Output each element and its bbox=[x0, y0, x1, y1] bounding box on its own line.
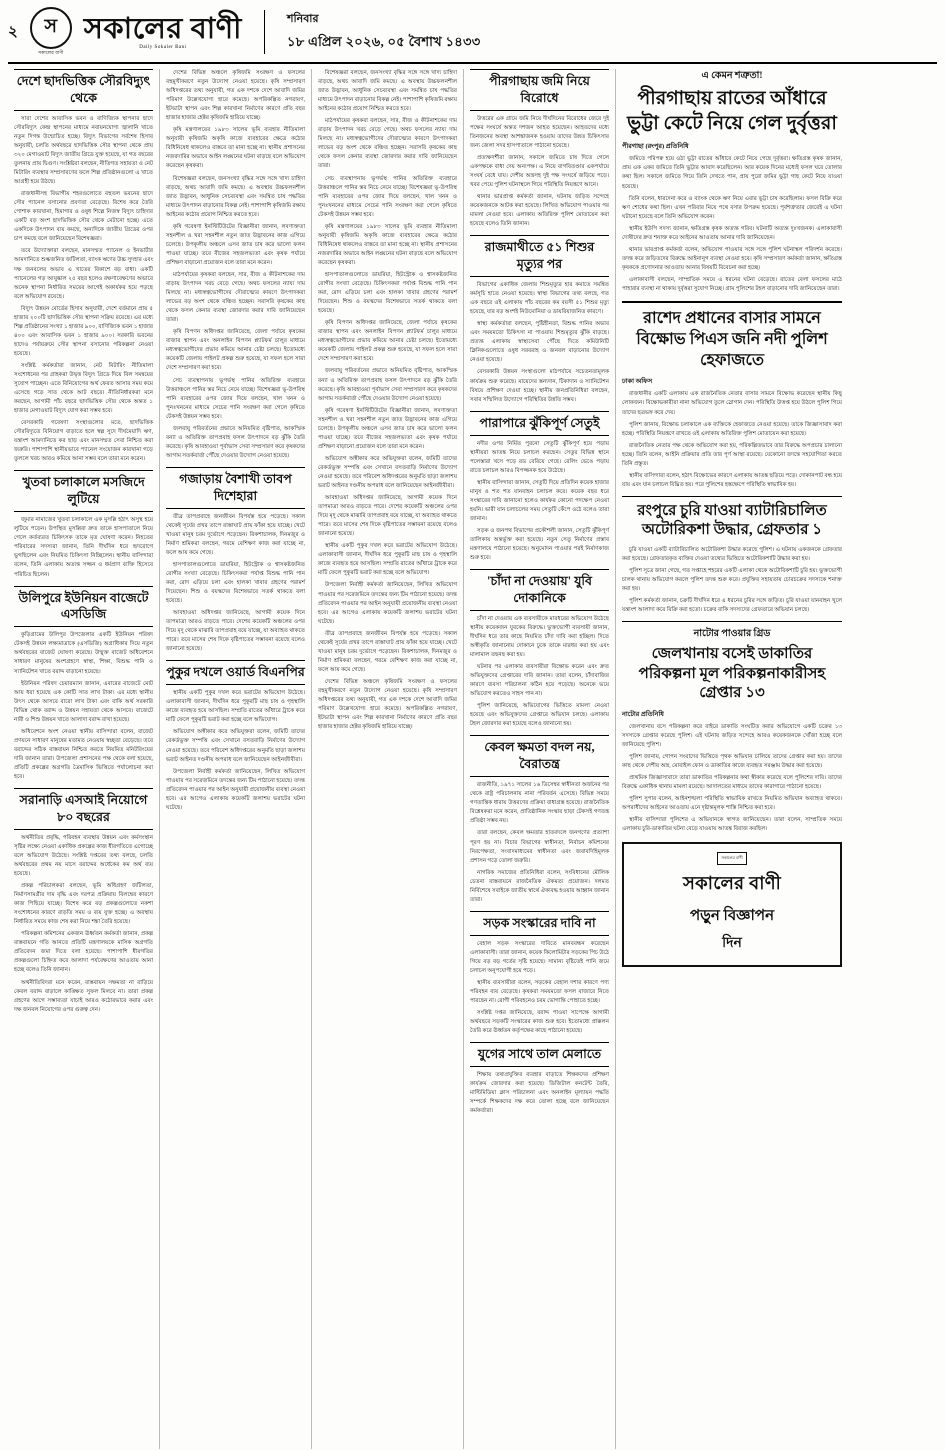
paragraph: কুড়িগ্রামের উলিপুর উপজেলার একটি ইউনিয়ন পরিষদ টেকসই উন্নয়ন লক্ষ্যমাত্রাকে (এসডিজি) অগ্রাধিকার দিয়ে নতুন অর্থবছরের বাজেট ঘোষণা করেছে। উন্মুক্ত বাজেট অধিবেশনে সাধারণ মানুষের অংশগ্রহণে স্বাস্থ্য, শিক্ষা, বিশুদ্ধ পানি ও স্যানিটেশন খাতে বরাদ্দ বাড়ানো হয়েছে। bbox=[14, 632, 153, 675]
paragraph: কৃষি বিপণন অধিদপ্তর জানিয়েছে, জেলা পর্যায়ে কৃষকের বাজার স্থাপন এবং অনলাইন বিপণন প্ল্যাটফর্ম চালুর মাধ্যমে মধ্যস্বত্বভোগীদের প্রভাব কমিয়ে আনার চেষ্টা চলছে। ইতোমধ্যে কয়েকটি জেলায় পাইলট প্রকল্প শুরু হয়েছে, যা সফল হলে সারা দেশে সম্প্রসারণ করা হবে। bbox=[166, 329, 305, 372]
headline-si-recruitment: সরানাড়ি এসআই নিয়োগে ৮০ বছরের bbox=[14, 788, 153, 830]
paragraph: শিক্ষায় তথ্যপ্রযুক্তির ব্যবহার বাড়াতে শিক্ষকদের প্রশিক্ষণ কার্যক্রম জোরদার করা হয়েছে। ডিজিটাল কনটেন্ট তৈরি, মাল্টিমিডিয়া ক্লাস পরিচালনা এবং অনলাইন মূল্যায়ন পদ্ধতি সম্পর্কে শিক্ষকদের দক্ষ করে তোলা হচ্ছে বলে জানিয়েছেন কর্মকর্তারা। bbox=[470, 1072, 609, 1115]
divider bbox=[622, 496, 842, 497]
headline-keep-pace: যুগের সাথে তাল মেলাতে bbox=[470, 1042, 609, 1067]
paragraph: স্থানীয় ইউপি সদস্য জানান, ক্ষতিগ্রস্ত কৃষক অত্যন্ত গরিব। ঘটনাটি অত্যন্ত দুঃখজনক। এলাকাবাসী দোষীদের দ্রুত শনাক্ত করে আইনের আওতায় আনার দাবি জানিয়েছেন। bbox=[622, 225, 842, 241]
paragraph: পুলিশ জানায়, গোপন সংবাদের ভিত্তিতে পৃথক অভিযান চালিয়ে তাদের গ্রেপ্তার করা হয়। তাদের কাছ থেকে দেশীয় অস্ত্র, মোবাইল ফোন ও ডাকাতির কাজে ব্যবহৃত সরঞ্জাম উদ্ধার করা হয়েছে। bbox=[622, 753, 842, 769]
paragraph: এলাকাবাসী বলছেন, সাম্প্রতিক সময়ে এ ধরনের ঘটনা বেড়েছে। রাতের বেলা ফসলের মাঠে পাহারার ব্যবস্থা না থাকায় দুর্বৃত্তরা সুযোগ নিচ্ছে। গ্রাম পুলিশের টহল বাড়ানোর দাবি জানিয়েছেন তারা। bbox=[622, 276, 842, 292]
paragraph: কৃষি গবেষণা ইনস্টিটিউটের বিজ্ঞানীরা জানান, লবণাক্ততা সহনশীল ও খরা সহনশীল নতুন জাত উদ্ভাবনের কাজ এগিয়ে চলেছে। উপকূলীয় অঞ্চলে এসব জাত চাষ করে ভালো ফলন পাওয়া যাচ্ছে। তবে বীজের সহজলভ্যতা এবং কৃষক পর্যায়ে প্রশিক্ষণ বাড়ানো প্রয়োজন বলে তারা মনে করেন। bbox=[318, 407, 457, 450]
paragraph: রাজধানীসহ বিভাগীয় শহরগুলোতে বহুতল ভবনের ছাদে সৌর প্যানেল বসানোর প্রবণতা বেড়েছে। বিশেষ করে তৈরি পোশাক কারখানা, হিমাগার ও ওষুধ শিল্পে নিজস্ব বিদ্যুৎ চাহিদার একটি বড় অংশ ছাদভিত্তিক সৌর থেকে মেটানো হচ্ছে। এতে একদিকে উৎপাদন ব্যয় কমছে, অন্যদিকে জাতীয় গ্রিডের ওপর চাপ কমছে বলে জানিয়েছেন বিশেষজ্ঞরা। bbox=[14, 191, 153, 243]
headline-power-change: কেবল ক্ষমতা বদল নয়, বৈরাতন্ত্র bbox=[470, 735, 609, 777]
paragraph: বিশেষজ্ঞরা বলছেন, জনসংখ্যা বৃদ্ধির সঙ্গে সঙ্গে খাদ্য চাহিদা বাড়ছে, অথচ আবাদি জমি কমছে। এ অবস্থায় উচ্চফলনশীল জাত উদ্ভাবন, আধুনিক সেচব্যবস্থা এবং সমন্বিত চাষ পদ্ধতির মাধ্যমে উৎপাদন বাড়ানোর বিকল্প নেই। পাশাপাশি কৃষিজমি রক্ষায় আইনের কঠোর প্রয়োগ নিশ্চিত করতে হবে। bbox=[318, 70, 457, 113]
article-heatwave bbox=[166, 513, 305, 655]
paragraph: আবহাওয়া অধিদপ্তর জানিয়েছে, আগামী কয়েক দিনে তাপমাত্রা আরও বাড়তে পারে। দেশের কয়েকটি অঞ্চলের ওপর দিয়ে মৃদু থেকে মাঝারি তাপপ্রবাহ বয়ে যাচ্ছে, যা অব্যাহত থাকতে পারে। তবে মাসের শেষ দিকে বৃষ্টিপাতের সম্ভাবনা রয়েছে বলেও জানানো হয়েছে। bbox=[318, 495, 457, 538]
paragraph: পুলিশ কর্মকর্তা জানান, চক্রটি দীর্ঘদিন ধরে এ ধরনের চুরির সঙ্গে জড়িত। চুরি যাওয়া যানবাহন খুলে যন্ত্রাংশ আলাদা করে বিক্রি করা হতো। চক্রের বাকি সদস্যদের গ্রেফতারে অভিযান চলছে। bbox=[622, 598, 842, 614]
paragraph: মাঠপর্যায়ের কৃষকরা বলছেন, সার, বীজ ও কীটনাশকের দাম বাড়ায় উৎপাদন খরচ বেড়ে গেছে। অথচ ফসলের ন্যায্য দাম মিলছে না। মধ্যস্বত্বভোগীদের দৌরাত্ম্যের কারণে উৎপাদকরা লাভের বড় অংশ থেকে বঞ্চিত হচ্ছেন। সরাসরি কৃষকের কাছ থেকে ফসল কেনার ব্যবস্থা জোরদার করার দাবি জানিয়েছেন তারা। bbox=[318, 118, 457, 170]
paragraph: দেশের বিভিন্ন অঞ্চলে কৃষিজমি সংরক্ষণ ও ফসলের বহুমুখীকরণে নতুন উদ্যোগ নেওয়া হয়েছে। কৃষি সম্প্রসারণ অধিদপ্তরের তথ্য অনুযায়ী, গত এক দশকে দেশে আবাদি জমির পরিমাণ উল্লেখযোগ্য হারে কমেছে। অপরিকল্পিত নগরায়ণ, ইটভাটা স্থাপন এবং শিল্প কারখানা নির্মাণের কারণে প্রতি বছর হাজার হাজার হেক্টর কৃষিজমি হারিয়ে যাচ্ছে। bbox=[318, 678, 457, 731]
headline-pond-grab: পুকুর দখলে ওয়ার্ড বিএনপির bbox=[166, 660, 305, 685]
paragraph: স্থানীয় একটি পুকুর দখল করে ভরাটের অভিযোগ উঠেছে। এলাকাবাসী জানান, দীর্ঘদিন ধরে পুকুরটি মাছ চাষ ও গৃহস্থালি কাজে ব্যবহৃত হয়ে আসছিল। সম্প্রতি রাতের আঁধারে ট্রাকে করে মাটি ফেলে পুকুরটি ভরাট করা হচ্ছে বলে অভিযোগ। bbox=[166, 690, 305, 724]
paragraph: থানার ভারপ্রাপ্ত কর্মকর্তা বলেন, অভিযোগ পাওয়ার সঙ্গে সঙ্গে পুলিশ ঘটনাস্থল পরিদর্শন করেছে। তদন্ত করে জড়িতদের বিরুদ্ধে আইনানুগ ব্যবস্থা নেওয়া হবে। কৃষি সম্প্রসারণ কর্মকর্তা জানান, ক্ষতিগ্রস্ত কৃষককে প্রণোদনার আওতায় আনার বিষয়টি বিবেচনা করা হচ্ছে। bbox=[622, 246, 842, 271]
paragraph: থানার ভারপ্রাপ্ত কর্মকর্তা জানান, ঘটনায় জড়িত সন্দেহে কয়েকজনকে আটক করা হয়েছে। লিখিত অভিযোগ পাওয়ার পর মামলা নেওয়া হবে। এলাকায় অতিরিক্ত পুলিশ মোতায়েন করা হয়েছে বলেও তিনি জানান। bbox=[470, 194, 609, 228]
article-si-recruitment bbox=[14, 834, 153, 1015]
headline-protest-ps-jony: রাশেদ প্রধানের বাসার সামনে বিক্ষোভ পিএস জনি নদী পুলিশ হেফাজতে bbox=[636, 310, 828, 369]
paragraph: চাঁদা না দেওয়ায় এক ব্যবসায়ীকে মারধরের অভিযোগ উঠেছে স্থানীয় কয়েকজন যুবকের বিরুদ্ধে। ভুক্তভোগী ব্যবসায়ী জানান, দীর্ঘদিন ধরে তার কাছে নিয়মিত চাঁদা দাবি করা হচ্ছিল। দিতে অস্বীকৃতি জানানোয় দোকানে ঢুকে তাকে মারধর করা হয় এবং মালামাল তছনছ করা হয়। bbox=[470, 615, 609, 659]
article-farmland-continued bbox=[166, 69, 305, 461]
masthead-date bbox=[264, 10, 937, 54]
masthead-subtitle: Daily Sokaler Bani bbox=[139, 44, 187, 50]
paragraph: স্থানীয় বাসিন্দারা পুলিশের এ অভিযানকে স্বাগত জানিয়েছেন। তারা বলেন, সাম্প্রতিক সময়ে এলাকায় চুরি-ডাকাতির ঘটনা বেড়ে যাওয়ায় আতঙ্ক বিরাজ করছিল। bbox=[622, 817, 842, 833]
paragraph: জুমার নামাজের খুতবা চলাকালে এক মুসল্লি হঠাৎ অসুস্থ হয়ে লুটিয়ে পড়েন। উপস্থিত মুসল্লিরা দ্রুত তাকে হাসপাতালে নিয়ে গেলে কর্তব্যরত চিকিৎসক তাকে মৃত ঘোষণা করেন। নিহতের পরিবারের সদস্যরা জানান, তিনি দীর্ঘদিন ধরে হৃদরোগে ভুগছিলেন এবং নিয়মিত চিকিৎসা নিচ্ছিলেন। স্থানীয় বাসিন্দারা বলেন, তিনি এলাকায় অত্যন্ত সজ্জন ও ধর্মপ্রাণ ব্যক্তি হিসেবে পরিচিত ছিলেন। bbox=[14, 517, 153, 578]
ad-logo-icon: সকালের বাণী bbox=[717, 852, 747, 865]
paragraph: প্রাথমিক জিজ্ঞাসাবাদে তারা ডাকাতির পরিকল্পনার কথা স্বীকার করেছে বলে পুলিশের দাবি। তাদের বিরুদ্ধে একাধিক থানায় মামলা রয়েছে। আদালতের মাধ্যমে তাদের কারাগারে পাঠানো হয়েছে। bbox=[622, 774, 842, 790]
paragraph: পুলিশ জানিয়েছে, অভিযোগের ভিত্তিতে মামলা নেওয়া হয়েছে এবং অভিযুক্তদের গ্রেপ্তারে অভিযান চলছে। এলাকায় টহল জোরদার করা হয়েছে বলেও জানানো হয়। bbox=[470, 703, 609, 728]
logo-glyph: স bbox=[30, 7, 72, 49]
paragraph: কৃষি গবেষণা ইনস্টিটিউটের বিজ্ঞানীরা জানান, লবণাক্ততা সহনশীল ও খরা সহনশীল নতুন জাত উদ্ভাবনের কাজ এগিয়ে চলেছে। উপকূলীয় অঞ্চলে এসব জাত চাষ করে ভালো ফলন পাওয়া যাচ্ছে। তবে বীজের সহজলভ্যতা এবং কৃষক পর্যায়ে প্রশিক্ষণ বাড়ানো প্রয়োজন বলে তারা মনে করেন। bbox=[166, 223, 305, 266]
advertisement-box[interactable] bbox=[622, 842, 842, 967]
kicker-shotruta: এ কেমন শত্রুতা! bbox=[701, 71, 763, 81]
paragraph: উত্তরের এক গ্রামে জমি নিয়ে দীর্ঘদিনের বিরোধের জেরে দুই পক্ষের সংঘর্ষে অন্তত দশজন আহত হয়েছেন। আহতদের মধ্যে তিনজনের অবস্থা আশঙ্কাজনক হওয়ায় তাদের উন্নত চিকিৎসার জন্য জেলা সদর হাসপাতালে পাঠানো হয়েছে। bbox=[470, 115, 609, 149]
paragraph: পরিকল্পনা কমিশনের একজন ঊর্ধ্বতন কর্মকর্তা জানান, প্রকল্প বাস্তবায়নে গতি আনতে প্রতিটি মন্ত্রণালয়কে মাসিক অগ্রগতি প্রতিবেদন জমা দিতে বলা হয়েছে। পাশাপাশি ধীরগতির প্রকল্পগুলো চিহ্নিত করে আলাদা পর্যবেক্ষণের আওতায় আনা হচ্ছে বলেও তিনি জানান। bbox=[14, 931, 153, 974]
paragraph: অর্থনীতির প্রবৃদ্ধি, পরিবহন ব্যবস্থার উন্নয়ন এবং কর্মসংস্থান সৃষ্টির লক্ষ্যে নেওয়া একাধিক প্রকল্পের কাজ ধীরগতিতে এগোচ্ছে বলে অভিযোগ উঠেছে। সংশ্লিষ্ট দপ্তরের তথ্য বলছে, চলতি অর্থবছরের প্রথম নয় মাসে বরাদ্দের অর্ধেকের কম অর্থ ব্যয় হয়েছে। bbox=[14, 834, 153, 877]
paragraph: সেচ ব্যবস্থাপনায় ভূগর্ভস্থ পানির অতিরিক্ত ব্যবহারে উত্তরাঞ্চলে পানির স্তর নিচে নেমে যাচ্ছে। বিশেষজ্ঞরা ভূ-উপরিস্থ পানি ব্যবহারের ওপর জোর দিয়ে বলছেন, খাল খনন ও পুনঃখননের মাধ্যমে সেচের পানি সংরক্ষণ করা গেলে কৃষিতে টেকসই উন্নয়ন সম্ভব হবে। bbox=[318, 175, 457, 218]
paragraph: চুরি যাওয়া একটি ব্যাটারিচালিত অটোরিকশা উদ্ধার করেছে পুলিশ। এ ঘটনায় একজনকে গ্রেফতার করা হয়েছে। গ্রেফতারকৃত ব্যক্তির দেওয়া তথ্যের ভিত্তিতে অটোরিকশাটি উদ্ধার করা হয়। bbox=[622, 546, 842, 562]
column-3 bbox=[312, 69, 464, 1449]
paragraph: নাগরিক সমাজের প্রতিনিধিরা বলেন, সংবিধানের মৌলিক চেতনা বাস্তবায়নে রাজনৈতিক ঐকমত্য প্রয়োজন। দলমত নির্বিশেষে সবাইকে জাতীয় স্বার্থে ঐক্যবদ্ধ হওয়ার আহ্বান জানান তারা। bbox=[470, 869, 609, 903]
article-rooftop-solar bbox=[14, 115, 153, 465]
paragraph: পুলিশ জানায়, বিক্ষোভ চলাকালে এক ব্যক্তিকে হেফাজতে নেওয়া হয়েছে। তাকে জিজ্ঞাসাবাদ করা হচ্ছে। পরিস্থিতি নিয়ন্ত্রণে রাখতে ওই এলাকায় অতিরিক্ত পুলিশ মোতায়েন করা হয়েছে। bbox=[622, 421, 842, 437]
column-4 bbox=[464, 69, 616, 1449]
paragraph: উপজেলা নির্বাহী কর্মকর্তা জানিয়েছেন, লিখিত অভিযোগ পাওয়ার পর সরেজমিনে তদন্তের জন্য টিম পাঠানো হয়েছে। তদন্ত প্রতিবেদন পাওয়ার পর আইন অনুযায়ী প্রয়োজনীয় ব্যবস্থা নেওয়া হবে। এর আগেও এলাকায় কয়েকটি জলাশয় ভরাটের ঘটনা ঘটেছে। bbox=[318, 582, 457, 625]
paragraph: তারা বলছেন, কেবল ক্ষমতার হাতবদলে জনগণের প্রত্যাশা পূরণ হয় না। বিচার বিভাগের স্বাধীনতা, নির্বাচন কমিশনের নিরপেক্ষতা, সংবাদমাধ্যমের স্বাধীনতা এবং জবাবদিহিমূলক প্রশাসন গড়ে তোলা জরুরি। bbox=[470, 830, 609, 864]
paragraph: প্রকল্প পরিচালকরা বলছেন, ভূমি অধিগ্রহণ জটিলতা, নির্মাণসামগ্রীর দাম বৃদ্ধি এবং দরপত্র প্রক্রিয়ায় বিলম্বের কারণে কাজ পিছিয়ে যাচ্ছে। বিশেষ করে বড় প্রকল্পগুলোতে নকশা সংশোধনের কারণে বাড়তি সময় ও ব্যয় যুক্ত হচ্ছে। এ অবস্থায় নির্ধারিত সময়ে কাজ শেষ করা নিয়ে শঙ্কা তৈরি হয়েছে। bbox=[14, 883, 153, 926]
headline-risky-bridge: পারাপারে ঝুঁকিপূর্ণ সেতুই bbox=[470, 411, 609, 436]
paragraph: তবে উদ্যোক্তারা বলছেন, মানসম্মত প্যানেল ও ইনভার্টার আমদানিতে শুল্কজনিত জটিলতা, ব্যাংক ঋণের উচ্চ সুদহার এবং দক্ষ জনবলের অভাব এ খাতের বিকাশে বড় বাধা। একটি প্যানেলের গড় আয়ুষ্কাল ২৫ বছর হলেও রক্ষণাবেক্ষণের অভাবে অনেক স্থাপনা নির্ধারিত সময়ের আগেই অকার্যকর হয়ে পড়ছে বলে অভিযোগ রয়েছে। bbox=[14, 248, 153, 300]
paragraph: রাজনৈতিক নেতার পক্ষ থেকে অভিযোগ করা হয়, পরিকল্পিতভাবে তার বিরুদ্ধে অপপ্রচার চালানো হচ্ছে। তিনি বলেন, আইনি প্রক্রিয়ার প্রতি তার পূর্ণ আস্থা রয়েছে। যেকোনো তদন্তে সহযোগিতা করতে তিনি প্রস্তুত। bbox=[622, 442, 842, 467]
byline-pirgacha: পীরগাছা (রংপুর) প্রতিনিধি bbox=[622, 143, 689, 151]
masthead-title-wrap bbox=[80, 12, 258, 50]
article-risky-bridge bbox=[470, 440, 609, 564]
paragraph: স্থানীয় বাসিন্দারা বলেন, হঠাৎ বিক্ষোভের কারণে এলাকায় আতঙ্ক ছড়িয়ে পড়ে। দোকানপাট বন্ধ হয়ে যায় এবং যান চলাচল বিঘ্নিত হয়। পরে পুলিশের হস্তক্ষেপে পরিস্থিতি স্বাভাবিক হয়। bbox=[622, 472, 842, 488]
column-1 bbox=[8, 69, 160, 1449]
paragraph: ইউনিয়ন পরিষদ চেয়ারম্যান জানান, এবারের বাজেটে মোট আয় ধরা হয়েছে এক কোটি সাত লাখ টাকা। এর মধ্যে স্থানীয় উৎস থেকে আসবে বারো লাখ টাকা এবং বাকি অর্থ সরকারি বিভিন্ন থোক বরাদ্দ ও উন্নয়ন সহায়তা থেকে আসবে। বাজেটে নারী ও শিশু উন্নয়ন খাতে আলাদা বরাদ্দ রাখা হয়েছে। bbox=[14, 680, 153, 723]
paragraph: স্বাস্থ্য কর্মকর্তারা বলছেন, পুষ্টিহীনতা, বিশুদ্ধ পানির অভাব এবং সময়মতো চিকিৎসা না পাওয়ায় শিশুমৃত্যুর ঝুঁকি বাড়ছে। প্রত্যন্ত এলাকায় স্বাস্থ্যসেবা পৌঁছে দিতে কমিউনিটি ক্লিনিকগুলোতে ওষুধ সরবরাহ ও জনবল বাড়ানোর উদ্যোগ নেওয়া হয়েছে। bbox=[470, 321, 609, 364]
ad-title: সকালের বাণী bbox=[682, 873, 782, 894]
article-filler-left bbox=[318, 69, 457, 732]
article-road-repair bbox=[470, 940, 609, 1036]
paragraph: নদীর ওপর নির্মিত পুরনো সেতুটি ঝুঁকিপূর্ণ হয়ে পড়ায় স্থানীয়রা আতঙ্ক নিয়ে চলাচল করছেন। সেতুর বিভিন্ন স্থানে পলেস্তারা খসে পড়ে রড বেরিয়ে গেছে। রেলিং ভেঙে পড়ায় রাতে চলাচল আরও বিপজ্জনক হয়ে উঠেছে। bbox=[470, 440, 609, 474]
headline-child-deaths: রাজমাথীতে ৫১ শিশুর মৃত্যুর পর bbox=[470, 235, 609, 277]
paragraph: স্থানীয় একটি পুকুর দখল করে ভরাটের অভিযোগ উঠেছে। এলাকাবাসী জানান, দীর্ঘদিন ধরে পুকুরটি মাছ চাষ ও গৃহস্থালি কাজে ব্যবহৃত হয়ে আসছিল। সম্প্রতি রাতের আঁধারে ট্রাকে করে মাটি ফেলে পুকুরটি ভরাট করা হচ্ছে বলে অভিযোগ। bbox=[318, 543, 457, 577]
paragraph: সারা দেশের আবাসিক ভবন ও বাণিজ্যিক স্থাপনার ছাদে সৌরবিদ্যুৎ কেন্দ্র স্থাপনের মাধ্যমে নবায়নযোগ্য জ্বালানি খাতে নতুন দিগন্ত উন্মোচিত হচ্ছে। বিদ্যুৎ বিভাগের সর্বশেষ হিসাব অনুযায়ী, চলতি অর্থবছরে ছাদভিত্তিক সৌর স্থাপনা থেকে প্রায় ৩২০ মেগাওয়াট বিদ্যুৎ জাতীয় গ্রিডে যুক্ত হয়েছে, যা গত বছরের তুলনায় প্রায় দ্বিগুণ। সংশ্লিষ্টরা বলছেন, নীতিগত সহায়তা ও নেট মিটারিং ব্যবস্থার সম্প্রসারণের ফলে শিল্প প্রতিষ্ঠানগুলো এ খাতে আগ্রহী হয়ে উঠছে। bbox=[14, 115, 153, 186]
columns-grid bbox=[8, 69, 937, 1449]
paragraph: সেচ ব্যবস্থাপনায় ভূগর্ভস্থ পানির অতিরিক্ত ব্যবহারে উত্তরাঞ্চলে পানির স্তর নিচে নেমে যাচ্ছে। বিশেষজ্ঞরা ভূ-উপরিস্থ পানি ব্যবহারের ওপর জোর দিয়ে বলছেন, খাল খনন ও পুনঃখননের মাধ্যমে সেচের পানি সংরক্ষণ করা গেলে কৃষিতে টেকসই উন্নয়ন সম্ভব হবে। bbox=[166, 377, 305, 420]
article-autorickshaw-recovery bbox=[622, 546, 842, 615]
article-land-dispute bbox=[470, 115, 609, 230]
paragraph: বিভাগের একাধিক জেলায় শিশুমৃত্যুর হার কমাতে সমন্বিত কর্মসূচি হাতে নেওয়া হয়েছে। স্বাস্থ্য বিভাগের তথ্য বলছে, গত এক বছরে ওই এলাকায় পাঁচ বছরের কম বয়সী ৫১ শিশুর মৃত্যু হয়েছে, যার বড় অংশই নিউমোনিয়া ও ডায়রিয়াজনিত কারণে। bbox=[470, 282, 609, 316]
paragraph: অর্থনীতিবিদরা মনে করেন, বাস্তবায়ন সক্ষমতা না বাড়িয়ে কেবল বরাদ্দ বাড়ালে কাঙ্ক্ষিত সুফল মিলবে না। তারা প্রকল্প গ্রহণের আগে সম্ভাব্যতা যাচাই আরও কঠোরভাবে করার এবং দক্ষ জনবল নিয়োগের ওপর গুরুত্ব দেন। bbox=[14, 979, 153, 1013]
paragraph: বেহাল সড়ক সংস্কারের দাবিতে মানববন্ধন করেছেন এলাকাবাসী। তারা জানান, কয়েক কিলোমিটার সড়কের পিচ উঠে গিয়ে বড় বড় গর্তের সৃষ্টি হয়েছে। সামান্য বৃষ্টিতেই পানি জমে চলাচল অনুপযোগী হয়ে পড়ে। bbox=[470, 940, 609, 974]
divider bbox=[622, 621, 842, 622]
date-day: শনিবার bbox=[286, 13, 319, 25]
newspaper-logo bbox=[22, 6, 80, 58]
paragraph: ঘটনার পর এলাকার ব্যবসায়ীরা বিক্ষোভ করেন এবং দ্রুত অভিযুক্তদের গ্রেপ্তারের দাবি জানান। তারা বলেন, চাঁদাবাজির কারণে ব্যবসা পরিচালনা কঠিন হয়ে পড়েছে। অনেকে ভয়ে অভিযোগ করতেও সাহস পান না। bbox=[470, 664, 609, 698]
paragraph: অধিবেশনে অংশ নেওয়া স্থানীয় বাসিন্দারা বলেন, বাজেট প্রণয়নে সাধারণ মানুষের মতামত নেওয়ায় স্বচ্ছতা বেড়েছে। তবে বরাদ্দের সঠিক বাস্তবায়ন নিশ্চিত করতে নিয়মিত মনিটরিংয়ের দাবি জানান তারা। উপজেলা প্রশাসনের পক্ষ থেকে বলা হয়েছে, প্রতিটি প্রকল্পের অগ্রগতি ত্রৈমাসিক ভিত্তিতে পর্যালোচনা করা হবে। bbox=[14, 728, 153, 781]
paragraph: সংশ্লিষ্ট কর্মকর্তারা জানান, নেট মিটারিং নীতিমালা সংশোধনের পর গ্রাহকরা উদ্বৃত্ত বিদ্যুৎ গ্রিডে দিয়ে বিল সমন্বয়ের সুযোগ পাচ্ছেন। এতে বিনিয়োগের অর্থ ফেরত আসার সময় কমে এসেছে গড়ে সাত থেকে আট বছরে। নীতিনির্ধারকরা মনে করছেন, আগামী পাঁচ বছরে ছাদভিত্তিক সৌর থেকে অন্তত ১ হাজার মেগাওয়াট বিদ্যুৎ যোগ করা সম্ভব হবে। bbox=[14, 362, 153, 415]
masthead bbox=[8, 6, 937, 64]
paragraph: সড়ক ও জনপথ বিভাগের প্রকৌশলী জানান, সেতুটি ঝুঁকিপূর্ণ তালিকায় অন্তর্ভুক্ত করা হয়েছে। নতুন সেতু নির্মাণের প্রস্তাব মন্ত্রণালয়ে পাঠানো হয়েছে। অনুমোদন পাওয়ার পরই নির্মাণকাজ শুরু হবে। bbox=[470, 527, 609, 562]
paragraph: জলবায়ু পরিবর্তনের প্রভাবে অনিয়মিত বৃষ্টিপাত, আকস্মিক বন্যা ও অতিরিক্ত তাপপ্রবাহ ফসল উৎপাদনে বড় ঝুঁকি তৈরি করেছে। কৃষি আবহাওয়া পূর্বাভাস সেবা সম্প্রসারণ করে কৃষকদের আগাম সতর্কবার্তা পৌঁছে দেওয়ার উদ্যোগ নেওয়া হয়েছে। bbox=[166, 425, 305, 459]
paragraph: বিশেষজ্ঞরা বলছেন, জনসংখ্যা বৃদ্ধির সঙ্গে সঙ্গে খাদ্য চাহিদা বাড়ছে, অথচ আবাদি জমি কমছে। এ অবস্থায় উচ্চফলনশীল জাত উদ্ভাবন, আধুনিক সেচব্যবস্থা এবং সমন্বিত চাষ পদ্ধতির মাধ্যমে উৎপাদন বাড়ানোর বিকল্প নেই। পাশাপাশি কৃষিজমি রক্ষায় আইনের কঠোর প্রয়োগ নিশ্চিত করতে হবে। bbox=[166, 175, 305, 218]
paragraph: দেশের বিভিন্ন অঞ্চলে কৃষিজমি সংরক্ষণ ও ফসলের বহুমুখীকরণে নতুন উদ্যোগ নেওয়া হয়েছে। কৃষি সম্প্রসারণ অধিদপ্তরের তথ্য অনুযায়ী, গত এক দশকে দেশে আবাদি জমির পরিমাণ উল্লেখযোগ্য হারে কমেছে। অপরিকল্পিত নগরায়ণ, ইটভাটা স্থাপন এবং শিল্প কারখানা নির্মাণের কারণে প্রতি বছর হাজার হাজার হেক্টর কৃষিজমি হারিয়ে যাচ্ছে। bbox=[166, 70, 305, 122]
article-power-change bbox=[470, 781, 609, 905]
paragraph: পুলিশ সুপার বলেন, আইনশৃঙ্খলা পরিস্থিতি স্বাভাবিক রাখতে নিয়মিত অভিযান অব্যাহত থাকবে। অপরাধীদের আইনের আওতায় এনে দৃষ্টান্তমূলক শাস্তি নিশ্চিত করা হবে। bbox=[622, 796, 842, 812]
article-extortion-shopkeeper bbox=[470, 615, 609, 730]
paragraph: কৃষি বিপণন অধিদপ্তর জানিয়েছে, জেলা পর্যায়ে কৃষকের বাজার স্থাপন এবং অনলাইন বিপণন প্ল্যাটফর্ম চালুর মাধ্যমে মধ্যস্বত্বভোগীদের প্রভাব কমিয়ে আনার চেষ্টা চলছে। ইতোমধ্যে কয়েকটি জেলায় পাইলট প্রকল্প শুরু হয়েছে, যা সফল হলে সারা দেশে সম্প্রসারণ করা হবে। bbox=[318, 320, 457, 363]
byline-natore: নাটোর প্রতিনিধি bbox=[622, 710, 664, 718]
headline-mosque-khutba: খুতবা চলাকালে মসজিদে লুটিয়ে bbox=[14, 470, 153, 512]
article-jail-robbery-plan bbox=[622, 723, 842, 835]
paragraph: জেলখানায় বসে পরিকল্পনা করে বাইরে ডাকাতি সংঘটিত করার অভিযোগে একটি চক্রের ১৩ সদস্যকে গ্রেপ্তার করেছে পুলিশ। এই ঘটনায় জড়িত সন্দেহে আরও কয়েকজনকে খোঁজা হচ্ছে বলে জানিয়েছে পুলিশ। bbox=[622, 723, 842, 748]
article-maize-theft bbox=[622, 155, 842, 294]
paragraph: তীব্র তাপপ্রবাহে জনজীবন বিপর্যস্ত হয়ে পড়েছে। সকাল থেকেই সূর্যের প্রখর তাপে রাস্তাঘাট প্রায় ফাঁকা হয়ে যাচ্ছে। খেটে খাওয়া মানুষ চরম দুর্ভোগে পড়েছেন। রিকশাচালক, দিনমজুর ও নির্মাণ শ্রমিকরা বলছেন, গরমে বেশিক্ষণ কাজ করা যাচ্ছে না, ফলে আয় কমে গেছে। bbox=[166, 513, 305, 556]
paragraph: রাজধানীর একটি এলাকায় এক রাজনৈতিক নেতার বাসার সামনে বিক্ষোভ করেছেন স্থানীয় কিছু লোকজন। বিক্ষোভকারীরা নানা অভিযোগ তুলে স্লোগান দেন। পরিস্থিতি উত্তপ্ত হয়ে উঠলে পুলিশ গিয়ে তাদের ছত্রভঙ্গ করে দেয়। bbox=[622, 391, 842, 416]
paragraph: সংশ্লিষ্ট দপ্তর জানিয়েছে, বরাদ্দ পাওয়া সাপেক্ষে আগামী অর্থবছরে সড়কটি সংস্কারের কাজ শুরু হবে। ইতোমধ্যে প্রাক্কলন তৈরি করে ঊর্ধ্বতন কর্তৃপক্ষের কাছে পাঠানো হয়েছে। bbox=[470, 1010, 609, 1035]
page-title: সকালের বাণী bbox=[83, 12, 242, 45]
paragraph: জলবায়ু পরিবর্তনের প্রভাবে অনিয়মিত বৃষ্টিপাত, আকস্মিক বন্যা ও অতিরিক্ত তাপপ্রবাহ ফসল উৎপাদনে বড় ঝুঁকি তৈরি করেছে। কৃষি আবহাওয়া পূর্বাভাস সেবা সম্প্রসারণ করে কৃষকদের আগাম সতর্কবার্তা পৌঁছে দেওয়ার উদ্যোগ নেওয়া হয়েছে। bbox=[318, 368, 457, 402]
paragraph: আবহাওয়া অধিদপ্তর জানিয়েছে, আগামী কয়েক দিনে তাপমাত্রা আরও বাড়তে পারে। দেশের কয়েকটি অঞ্চলের ওপর দিয়ে মৃদু থেকে মাঝারি তাপপ্রবাহ বয়ে যাচ্ছে, যা অব্যাহত থাকতে পারে। তবে মাসের শেষ দিকে বৃষ্টিপাতের সম্ভাবনা রয়েছে বলেও জানানো হয়েছে। bbox=[166, 610, 305, 653]
paragraph: বেসরকারি গবেষণা সংস্থাগুলোর মতে, ছাদভিত্তিক সৌরবিদ্যুতে বিনিয়োগ বাড়াতে হলে স্বল্প সুদে দীর্ঘমেয়াদি ঋণ, যন্ত্রাংশ আমদানিতে কর ছাড় এবং মানসম্মত সেবা নিশ্চিত করা জরুরি। পাশাপাশি স্থানীয়ভাবে প্যানেল সংযোজন কারখানা গড়ে তুললে খরচ আরও কমিয়ে আনা সম্ভব বলে তারা মনে করেন। bbox=[14, 420, 153, 463]
paragraph: জমিতে পরিপক্ব হয়ে ওঠা ভুট্টা রাতের আঁধারে কেটে নিয়ে গেছে দুর্বৃত্তরা। ক্ষতিগ্রস্ত কৃষক জানান, প্রায় এক একর জমিতে তিনি ভুট্টার আবাদ করেছিলেন। আর কয়েক দিনের মধ্যেই ফসল ঘরে তোলার কথা ছিল। সকালে জমিতে গিয়ে তিনি দেখতে পান, প্রায় পুরো জমির ভুট্টা গাছ কেটে নিয়ে যাওয়া হয়েছে। bbox=[622, 156, 842, 190]
headline-land-dispute: পীরগাছায় জমি নিয়ে বিরোধে bbox=[470, 69, 609, 111]
paragraph: স্থানীয় বাসিন্দারা জানান, সেতুটি দিয়ে প্রতিদিন কয়েক হাজার মানুষ ও শত শত যানবাহন চলাচল করে। কয়েক বছর ধরে সংস্কারের দাবি জানানো হলেও কার্যকর কোনো পদক্ষেপ নেওয়া হয়নি। ভারী যান চলাচলের সময় সেতুটি কেঁপে ওঠে বলেও তারা জানান। bbox=[470, 479, 609, 522]
column-2 bbox=[160, 69, 312, 1449]
article-child-deaths bbox=[470, 281, 609, 405]
article-mosque-khutba bbox=[14, 516, 153, 579]
article-ulipur-sdg-budget bbox=[14, 631, 153, 782]
paragraph: কৃষি মন্ত্রণালয়ের ১৯৮৩ সালের ভূমি ব্যবহার নীতিমালা অনুযায়ী কৃষিজমি অকৃষি কাজে ব্যবহারের ক্ষেত্রে কঠোর বিধিনিষেধ থাকলেও বাস্তবে তা মানা হচ্ছে না। স্থানীয় প্রশাসনের নজরদারির অভাবে আইন লঙ্ঘনের ঘটনা বাড়ছে বলে অভিযোগ করেছেন কৃষকরা। bbox=[166, 127, 305, 170]
paragraph: হাসপাতালগুলোতে ডায়রিয়া, হিটস্ট্রোক ও শ্বাসকষ্টজনিত রোগীর সংখ্যা বেড়েছে। চিকিৎসকরা পর্যাপ্ত বিশুদ্ধ পানি পান করা, রোদ এড়িয়ে চলা এবং হালকা খাবার গ্রহণের পরামর্শ দিয়েছেন। শিশু ও বয়স্কদের বিশেষভাবে সতর্ক থাকতে বলা হয়েছে। bbox=[318, 271, 457, 315]
paragraph: অভিযোগ অস্বীকার করে অভিযুক্তরা বলেন, জমিটি তাদের রেকর্ডভুক্ত সম্পত্তি এবং সেখানে বসতবাড়ি নির্মাণের উদ্যোগ নেওয়া হয়েছে। তবে পরিবেশ অধিদপ্তরের অনুমতি ছাড়া জলাশয় ভরাট আইনত দণ্ডনীয় অপরাধ বলে জানিয়েছেন আইনজীবীরা। bbox=[166, 729, 305, 763]
paragraph: মাঠপর্যায়ের কৃষকরা বলছেন, সার, বীজ ও কীটনাশকের দাম বাড়ায় উৎপাদন খরচ বেড়ে গেছে। অথচ ফসলের ন্যায্য দাম মিলছে না। মধ্যস্বত্বভোগীদের দৌরাত্ম্যের কারণে উৎপাদকরা লাভের বড় অংশ থেকে বঞ্চিত হচ্ছেন। সরাসরি কৃষকের কাছ থেকে ফসল কেনার ব্যবস্থা জোরদার করার দাবি জানিয়েছেন তারা। bbox=[166, 271, 305, 324]
byline-dhaka-office: ঢাকা অফিস bbox=[622, 378, 653, 386]
divider bbox=[622, 301, 842, 303]
kicker-natore-power-grid: নাটোর পাওয়ার গ্রিড bbox=[693, 629, 771, 640]
paragraph: রাজনীতি, ১৯৭১ সালের ১৬ ডিসেম্বর স্বাধীনতা অর্জনের পর থেকে রাষ্ট্র পরিচালনায় নানা পরিবর্তন এসেছে। বিভিন্ন সময়ে গণতান্ত্রিক ধারায় উত্তরণের প্রক্রিয়া বাধাগ্রস্ত হয়েছে। রাজনৈতিক বিশ্লেষকরা মনে করেন, প্রাতিষ্ঠানিক সংস্কার ছাড়া টেকসই গণতন্ত্র প্রতিষ্ঠা সম্ভব নয়। bbox=[470, 782, 609, 825]
headline-heatwave: গজাড়ায় বৈশাখী তাবপ দিশেহারা bbox=[166, 467, 305, 509]
headline-jail-robbery-plan: জেলখানায় বসেই ডাকাতির পরিকল্পনা মূল পরিকল্পনাকারীসহ গ্রেপ্তার ১৩ bbox=[638, 646, 826, 702]
paragraph: স্থানীয় ব্যবসায়ীরা বলেন, সড়কের বেহাল দশার কারণে পণ্য পরিবহন ব্যয় বেড়েছে। কৃষকরা সময়মতো ফসল বাজারে নিতে পারছেন না। রোগী পরিবহনেও চরম ভোগান্তি পোহাতে হচ্ছে। bbox=[470, 979, 609, 1004]
date-full: ১৮ এপ্রিল ২০২৬, ০৫ বৈশাখ ১৪৩৩ bbox=[286, 34, 481, 49]
logo-caption: সকালের বাণী bbox=[38, 50, 64, 55]
ad-line-2: দিন bbox=[722, 936, 742, 952]
headline-autorickshaw-recovery: রংপুরে চুরি যাওয়া ব্যাটারিচালিত অটোরিকশা উদ্ধার, গ্রেফতার ১ bbox=[637, 502, 827, 539]
headline-ulipur-sdg-budget: উলিপুরে ইউনিয়ন বাজেটে এসডিজি bbox=[14, 586, 153, 628]
paragraph: বিদ্যুৎ উন্নয়ন বোর্ডের হিসাব অনুযায়ী, দেশে বর্তমানে প্রায় ৫ হাজার ২০০টি ছাদভিত্তিক সৌর স্থাপনা সক্রিয় রয়েছে। এর মধ্যে শিল্প প্রতিষ্ঠানের সংখ্যা ১ হাজার ৯০০, বাণিজ্যিক ভবন ১ হাজার ৪০০ এবং আবাসিক ভবন ১ হাজার ৯০০। সরকারি ভবনের ছাদেও পর্যায়ক্রমে সৌর স্থাপনা বসানোর পরিকল্পনা নেওয়া হয়েছে। bbox=[14, 305, 153, 357]
ad-line-1: পড়ুন বিজ্ঞাপন bbox=[689, 908, 775, 925]
paragraph: প্রত্যক্ষদর্শীরা জানান, সকালে জমিতে চাষ দিতে গেলে একপক্ষকে বাধা দেয় অন্যপক্ষ। এ নিয়ে বাগবিতণ্ডার একপর্যায়ে সংঘর্ষ বেধে যায়। দেশীয় অস্ত্রসহ দুই পক্ষ সংঘর্ষে জড়িয়ে পড়ে। খবর পেয়ে পুলিশ ঘটনাস্থলে গিয়ে পরিস্থিতি নিয়ন্ত্রণে আনে। bbox=[470, 154, 609, 189]
paragraph: উপজেলা নির্বাহী কর্মকর্তা জানিয়েছেন, লিখিত অভিযোগ পাওয়ার পর সরেজমিনে তদন্তের জন্য টিম পাঠানো হয়েছে। তদন্ত প্রতিবেদন পাওয়ার পর আইন অনুযায়ী প্রয়োজনীয় ব্যবস্থা নেওয়া হবে। এর আগেও এলাকায় কয়েকটি জলাশয় ভরাটের ঘটনা ঘটেছে। bbox=[166, 768, 305, 811]
paragraph: পুলিশ সূত্রে জানা গেছে, গত সপ্তাহে শহরের একটি এলাকা থেকে অটোরিকশাটি চুরি হয়। ভুক্তভোগী চালক থানায় অভিযোগ করলে পুলিশ তদন্ত শুরু করে। প্রযুক্তির সহায়তায় চোরচক্রের সদস্যকে শনাক্ত করা হয়। bbox=[622, 567, 842, 593]
headline-maize-theft: পীরগাছায় রাতের আঁধারে ভুট্টা কেটে নিয়ে গেল দুর্বৃত্তরা bbox=[627, 88, 837, 134]
article-keep-pace bbox=[470, 1071, 609, 1116]
article-pond-grab bbox=[166, 689, 305, 813]
paragraph: বেসরকারি উন্নয়ন সংস্থাগুলো মাঠপর্যায়ে সচেতনতামূলক কার্যক্রম শুরু করেছে। মায়েদের স্তন্যদান, টিকাদান ও স্যানিটেশন বিষয়ে প্রশিক্ষণ দেওয়া হচ্ছে। স্থানীয় জনপ্রতিনিধিরা বলছেন, সবার সম্মিলিত উদ্যোগে পরিস্থিতির উন্নতি সম্ভব। bbox=[470, 369, 609, 403]
article-protest-ps-jony bbox=[622, 390, 842, 489]
headline-rooftop-solar: দেশে ছাদভিত্তিক সৌরবিদ্যুৎ থেকে bbox=[14, 69, 153, 111]
paragraph: তিনি বলেন, ধারদেনা করে ও ব্যাংক থেকে ঋণ নিয়ে এবার ভুট্টা চাষ করেছিলাম। ফসল বিক্রি করে ঋণ শোধের কথা ছিল। এখন পরিবার নিয়ে পথে বসার উপক্রম হয়েছে। পূর্বশত্রুতার জেরেই এ ঘটনা ঘটানো হয়েছে বলে তিনি অভিযোগ করেন। bbox=[622, 195, 842, 220]
headline-road-repair: সড়ক সংস্কারের দাবি না bbox=[470, 911, 609, 936]
headline-extortion-shopkeeper: 'চাঁদা না দেওয়ায়' যুবি দোকানিকে bbox=[470, 569, 609, 611]
page-number: ২ bbox=[8, 23, 18, 40]
paragraph: তীব্র তাপপ্রবাহে জনজীবন বিপর্যস্ত হয়ে পড়েছে। সকাল থেকেই সূর্যের প্রখর তাপে রাস্তাঘাট প্রায় ফাঁকা হয়ে যাচ্ছে। খেটে খাওয়া মানুষ চরম দুর্ভোগে পড়েছেন। রিকশাচালক, দিনমজুর ও নির্মাণ শ্রমিকরা বলছেন, গরমে বেশিক্ষণ কাজ করা যাচ্ছে না, ফলে আয় কমে গেছে। bbox=[318, 630, 457, 673]
paragraph: হাসপাতালগুলোতে ডায়রিয়া, হিটস্ট্রোক ও শ্বাসকষ্টজনিত রোগীর সংখ্যা বেড়েছে। চিকিৎসকরা পর্যাপ্ত বিশুদ্ধ পানি পান করা, রোদ এড়িয়ে চলা এবং হালকা খাবার গ্রহণের পরামর্শ দিয়েছেন। শিশু ও বয়স্কদের বিশেষভাবে সতর্ক থাকতে বলা হয়েছে। bbox=[166, 561, 305, 605]
column-5-feature bbox=[616, 69, 842, 1449]
paragraph: অভিযোগ অস্বীকার করে অভিযুক্তরা বলেন, জমিটি তাদের রেকর্ডভুক্ত সম্পত্তি এবং সেখানে বসতবাড়ি নির্মাণের উদ্যোগ নেওয়া হয়েছে। তবে পরিবেশ অধিদপ্তরের অনুমতি ছাড়া জলাশয় ভরাট আইনত দণ্ডনীয় অপরাধ বলে জানিয়েছেন আইনজীবীরা। bbox=[318, 455, 457, 490]
paragraph: কৃষি মন্ত্রণালয়ের ১৯৮৩ সালের ভূমি ব্যবহার নীতিমালা অনুযায়ী কৃষিজমি অকৃষি কাজে ব্যবহারের ক্ষেত্রে কঠোর বিধিনিষেধ থাকলেও বাস্তবে তা মানা হচ্ছে না। স্থানীয় প্রশাসনের নজরদারির অভাবে আইন লঙ্ঘনের ঘটনা বাড়ছে বলে অভিযোগ করেছেন কৃষকরা। bbox=[318, 223, 457, 266]
